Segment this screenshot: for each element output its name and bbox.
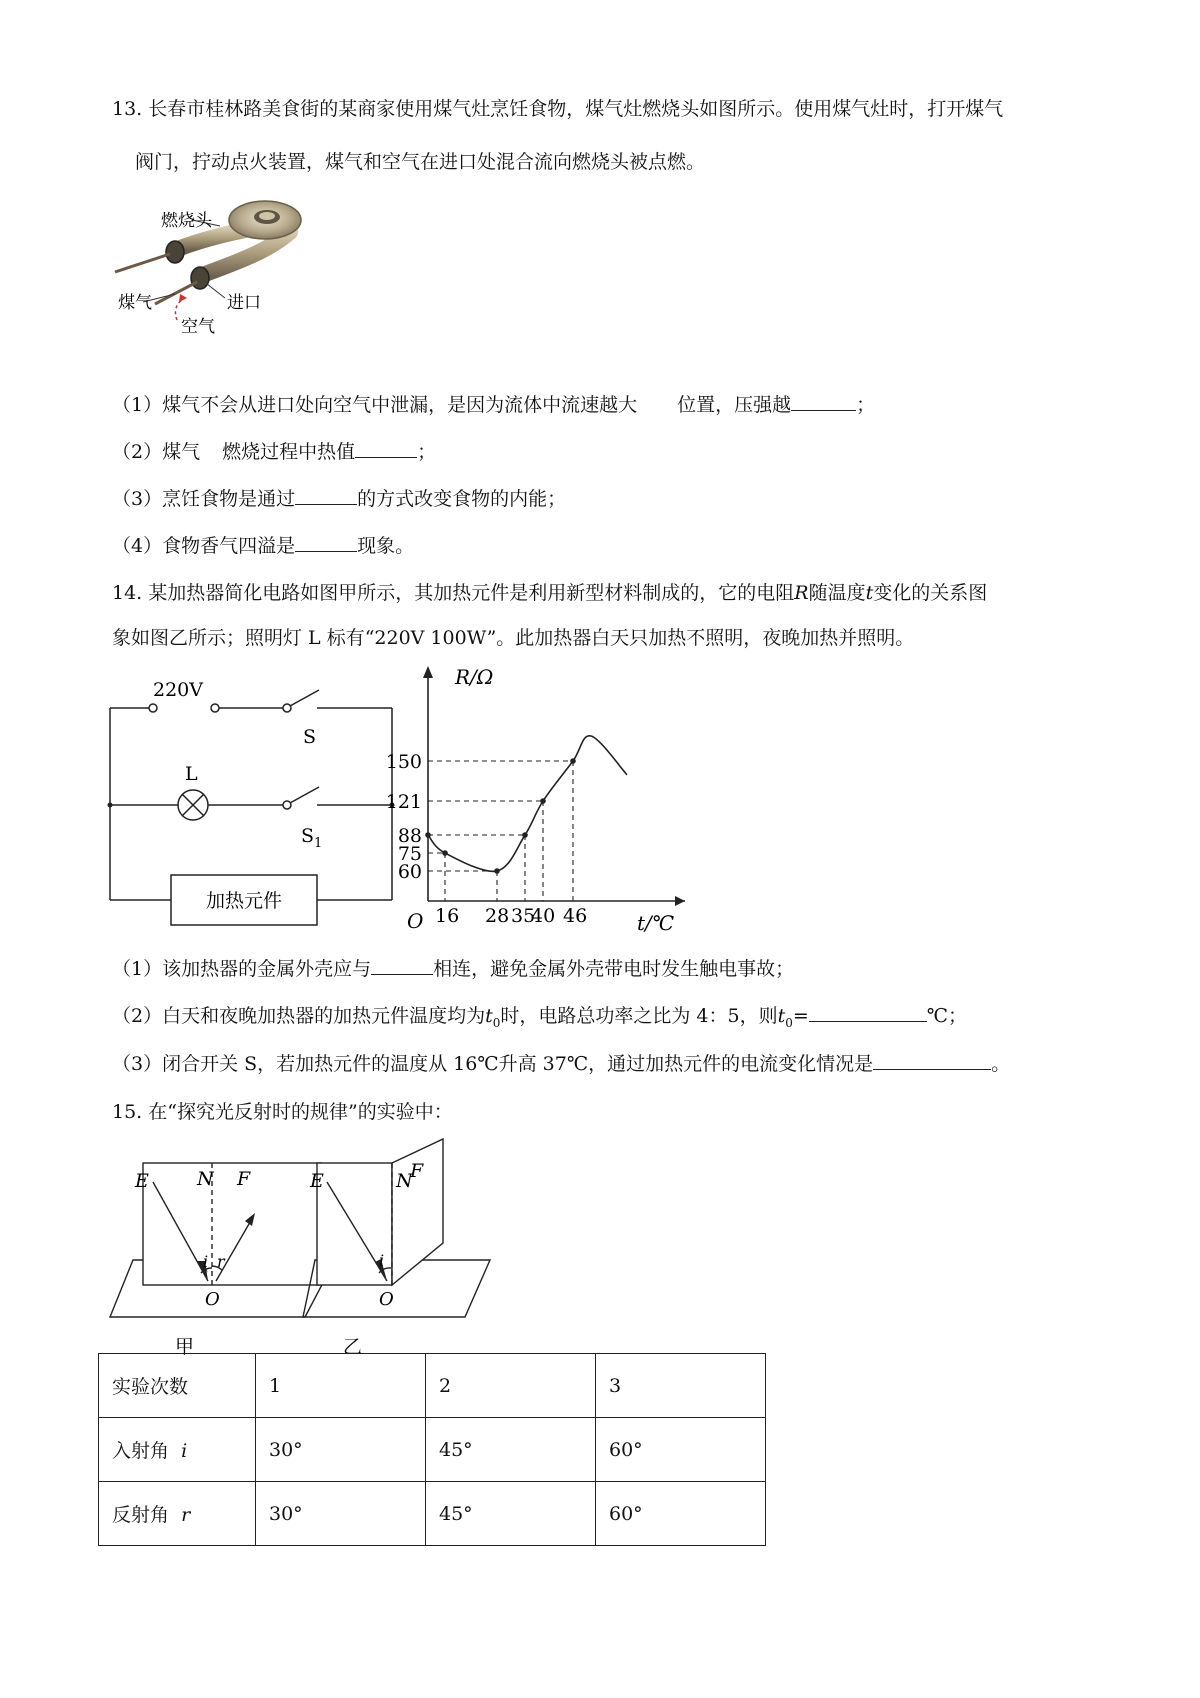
- q14-number: 14.: [112, 582, 143, 604]
- label-inlet: 进口: [227, 293, 261, 313]
- y-axis-arrow: [423, 666, 433, 678]
- x-tick-label: 40: [531, 905, 556, 927]
- table-header-cell: 2: [426, 1354, 596, 1418]
- label-jia-r: r: [217, 1252, 225, 1271]
- gas-pipe-stick: [115, 254, 170, 272]
- q14-sub2: （2）白天和夜晚加热器的加热元件温度均为$t_0$时，电路总功率之比为 4：5，则$t_0=$ ℃；: [112, 1005, 968, 1030]
- data-point: [442, 850, 448, 856]
- label-yi: 乙: [343, 1336, 363, 1358]
- table-cell: 30°: [256, 1418, 426, 1482]
- q13-intro-line1: [112, 97, 1003, 121]
- table-cell: 60°: [596, 1482, 766, 1546]
- label-jia-F: F: [237, 1168, 251, 1190]
- table-row: [99, 1482, 766, 1546]
- q14-sub3-blank[interactable]: [873, 1051, 991, 1070]
- burner-figure: [115, 198, 305, 348]
- y-tick-label: 75: [397, 843, 422, 865]
- label-220v: 220V: [153, 679, 203, 701]
- x-tick-label: 16: [435, 905, 460, 927]
- reflection-figure: [105, 1135, 490, 1358]
- table-header-cell: 3: [596, 1354, 766, 1418]
- table-cell: 45°: [426, 1418, 596, 1482]
- switch-s1[interactable]: [290, 787, 319, 803]
- switch-s[interactable]: [290, 690, 319, 706]
- q13-intro-line2: 阀门，拧动点火装置，煤气和空气在进口处混合流向燃烧头被点燃。: [135, 151, 706, 173]
- x-axis-label: t/℃: [637, 911, 675, 935]
- label-lamp-l: L: [185, 763, 198, 785]
- data-point: [494, 868, 500, 874]
- table-cell: 45°: [426, 1482, 596, 1546]
- label-switch-s: S: [303, 726, 317, 748]
- label-heating-element: 加热元件: [205, 890, 283, 912]
- label-yi-O: O: [379, 1289, 394, 1310]
- data-point: [570, 758, 576, 764]
- q13-number: 13.: [112, 98, 143, 120]
- table-row: [99, 1418, 766, 1482]
- q14-sub3: （3）闭合开关 S，若加热元件的温度从 16℃升高 37℃，通过加热元件的电流变化情况是 。: [112, 1053, 1011, 1075]
- jia-board: [143, 1163, 321, 1285]
- circuit-diagram: [105, 668, 405, 933]
- origin-label: O: [407, 909, 424, 933]
- reflection-data-table: [98, 1353, 766, 1546]
- q15-number: 15.: [112, 1101, 143, 1123]
- q13-sub4-blank[interactable]: [295, 533, 357, 552]
- table-row-label: 反射角 r: [99, 1482, 256, 1546]
- label-jia-N: N: [197, 1168, 214, 1190]
- r-t-curve: [428, 736, 627, 872]
- x-axis-arrow: [675, 896, 685, 906]
- label-jia-i: i: [203, 1252, 209, 1271]
- y-tick-label: 88: [397, 825, 422, 847]
- label-burner-head: 燃烧头: [161, 211, 212, 231]
- table-row-label: 入射角 i: [99, 1418, 256, 1482]
- table-cell: 30°: [256, 1482, 426, 1546]
- label-yi-i: i: [379, 1251, 385, 1270]
- label-yi-N: N: [396, 1170, 413, 1192]
- q14-sub1-blank[interactable]: [371, 956, 433, 975]
- label-jia-E: E: [135, 1170, 149, 1192]
- q15-intro: 15. 在“探究光反射时的规律”的实验中：: [112, 1101, 453, 1123]
- table-header-cell: 实验次数: [99, 1354, 256, 1418]
- data-point: [522, 832, 528, 838]
- label-yi-E: E: [310, 1170, 324, 1192]
- q14-sub2-blank[interactable]: [809, 1003, 927, 1022]
- y-tick-label: 150: [385, 751, 422, 773]
- data-point: [540, 798, 546, 804]
- table-row: [99, 1354, 766, 1418]
- label-switch-s1: $S_1$: [301, 825, 323, 851]
- x-tick-label: 46: [563, 905, 588, 927]
- switch-s-pivot: [283, 704, 291, 712]
- label-jia: 甲: [175, 1336, 195, 1358]
- y-tick-label: 121: [385, 791, 422, 813]
- label-jia-O: O: [205, 1289, 220, 1310]
- q13-sub2-blank[interactable]: [355, 439, 417, 458]
- x-tick-label: 35: [511, 905, 536, 927]
- label-yi-F: F: [410, 1160, 424, 1182]
- q13-sub1-blank[interactable]: [791, 392, 856, 411]
- x-tick-label: 28: [485, 905, 510, 927]
- q14-sub1: （1）该加热器的金属外壳应与 相连，避免金属外壳带电时发生触电事故；: [112, 958, 795, 980]
- q13-intro-1: 长春市桂林路美食街的某商家使用煤气灶烹饪食物，煤气灶燃烧头如图所示。使用煤气灶时，打开煤气: [148, 98, 1004, 120]
- data-point: [425, 832, 431, 838]
- q13-sub2: （2）煤气 燃烧过程中热值 ；: [112, 441, 437, 463]
- q14-intro-line1: 14. 某加热器简化电路如图甲所示，其加热元件是利用新型材料制成的，它的电阻R随温度t变化的关系图: [112, 582, 988, 604]
- rt-chart: [385, 660, 695, 945]
- q13-sub3-blank[interactable]: [295, 486, 357, 505]
- label-air: 空气: [181, 317, 215, 337]
- table-header-cell: 1: [256, 1354, 426, 1418]
- label-gas: 煤气: [118, 293, 152, 313]
- q13-sub4: （4）食物香气四溢是 现象。: [112, 535, 415, 557]
- table-cell: 60°: [596, 1418, 766, 1482]
- q14-intro-line2: 象如图乙所示；照明灯 L 标有“220V 100W”。此加热器白天只加热不照明，夜晚加热并照明。: [112, 627, 915, 649]
- y-tick-label: 60: [397, 861, 422, 883]
- q13-sub1: （1）煤气不会从进口处向空气中泄漏，是因为流体中流速越大 位置，压强越 ；: [112, 394, 876, 416]
- q13-sub3: （3）烹饪食物是通过 的方式改变食物的内能；: [112, 488, 567, 510]
- y-axis-label: R/Ω: [455, 665, 494, 689]
